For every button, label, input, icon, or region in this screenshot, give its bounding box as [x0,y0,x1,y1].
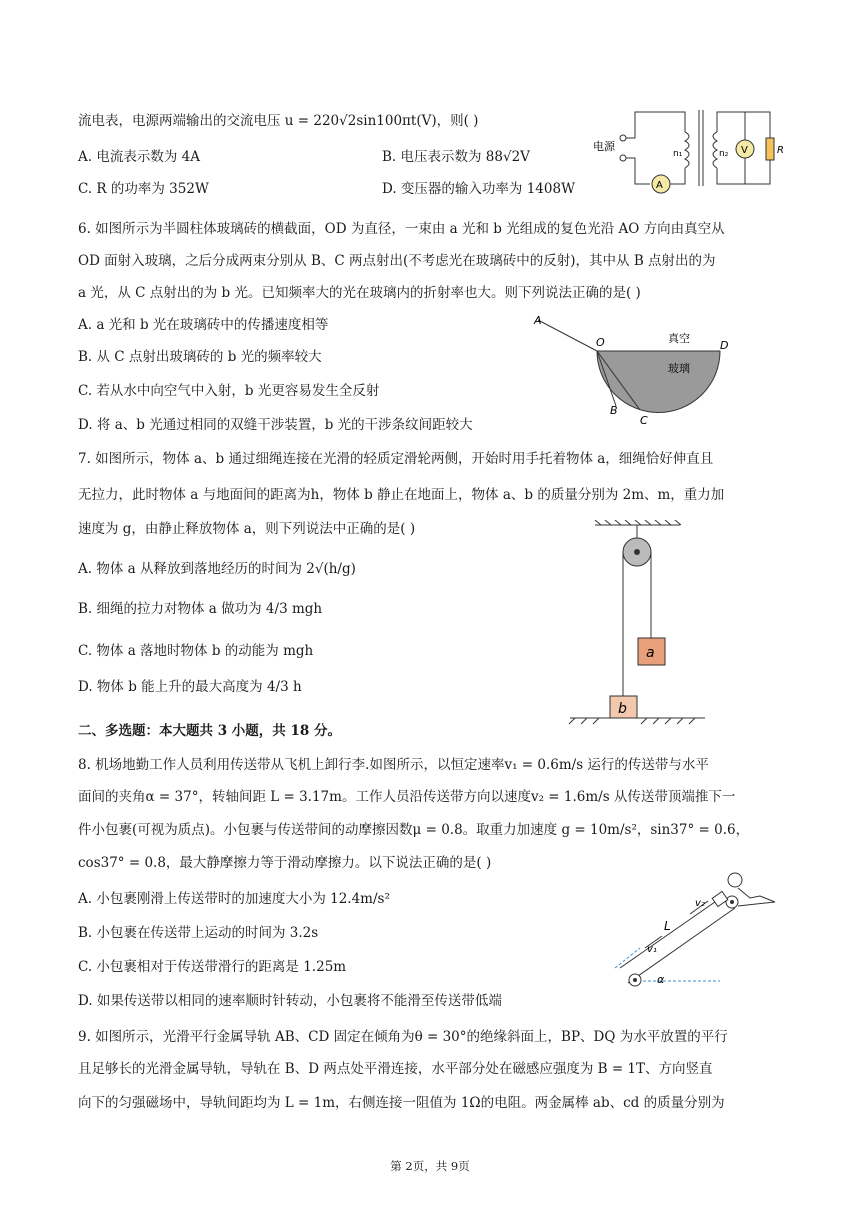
q8-stem-line-2: 面间的夹角α = 37°，转轴间距 L = 3.17m。工作人员沿传送带方向以速度v₂ = 1.6m/s 从传送带顶端推下一 [78,789,736,805]
q5-option-a: A. 电流表示数为 4A [78,149,200,165]
n1-label: n₁ [673,149,683,159]
conveyor-figure [610,868,795,993]
q6-stem-line-2: OD 面射入玻璃，之后分成两束分别从 B、C 两点射出(不考虑光在玻璃砖中的反射)，其中从 B 点射出的为 [78,253,716,269]
block-a-label: a [646,645,655,661]
v2-label: v₂ [695,898,705,909]
glass-label: 玻璃 [668,362,690,375]
q5-option-b: B. 电压表示数为 88√2V [382,149,530,165]
q7-stem-line-3: 速度为 g，由静止释放物体 a，则下列说法中正确的是( ) [78,521,416,537]
q6-option-d: D. 将 a、b 光通过相同的双缝干涉装置，b 光的干涉条纹间距较大 [78,417,473,433]
q7-option-c: C. 物体 a 落地时物体 b 的动能为 mgh [78,643,314,659]
q8-option-b: B. 小包裹在传送带上运动的时间为 3.2s [78,925,319,941]
q5-option-d: D. 变压器的输入功率为 1408W [382,181,575,197]
q6-stem-line-3: a 光，从 C 点射出的为 b 光。已知频率大的光在玻璃内的折射率也大。则下列说法正确的是( ) [78,285,641,301]
pulley-figure [565,520,710,725]
q9-stem-line-1: 9. 如图所示，光滑平行金属导轨 AB、CD 固定在倾角为θ = 30°的绝缘斜面上，BP、DQ 为水平放置的平行 [78,1029,728,1045]
q5-stem: 流电表，电源两端输出的交流电压 u = 220√2sin100πt(V)，则( ) [78,113,479,129]
q9-stem-line-2: 且足够长的光滑金属导轨，导轨在 B、D 两点处平滑连接，水平部分处在磁感应强度为 B = 1T、方向竖直 [78,1061,713,1077]
voltmeter-label: V [741,145,748,156]
q5-option-c: C. R 的功率为 352W [78,181,209,197]
q8-stem-line-3: 件小包裹(可视为质点)。小包裹与传送带间的动摩擦因数μ = 0.8。取重力加速度 g = 10m/s²，sin37° = 0.6， [78,822,750,838]
point-b-label: B [610,404,618,417]
vacuum-label: 真空 [668,332,690,345]
q6-stem-line-1: 6. 如图所示为半圆柱体玻璃砖的横截面，OD 为直径，一束由 a 光和 b 光组成的复色光沿 AO 方向由真空从 [78,221,725,237]
v1-label: v₁ [647,944,657,955]
point-o-label: O [596,336,605,349]
section-2-header: 二、多选题：本大题共 3 小题，共 18 分。 [78,723,341,739]
q8-option-c: C. 小包裹相对于传送带滑行的距离是 1.25m [78,959,347,975]
q7-option-a: A. 物体 a 从释放到落地经历的时间为 2√(h/g) [78,561,356,577]
length-l-label: L [664,919,671,933]
alpha-label: α [657,973,665,986]
page-footer: 第 2页，共 9页 [390,1159,470,1173]
ammeter-label: A [656,180,663,191]
point-d-label: D [720,339,729,352]
q7-option-b: B. 细绳的拉力对物体 a 做功为 4/3 mgh [78,601,323,617]
n2-label: n₂ [719,149,729,159]
glass-semicircle-figure [530,310,740,430]
point-c-label: C [640,414,648,427]
q8-option-d: D. 如果传送带以相同的速率顺时针转动，小包裹将不能滑至传送带低端 [78,993,502,1009]
q6-option-b: B. 从 C 点射出玻璃砖的 b 光的频率较大 [78,349,322,365]
resistor-label: R [777,145,784,156]
source-label: 电源 [593,140,615,153]
point-a-label: A [534,314,542,327]
q8-stem-line-4: cos37° = 0.8，最大静摩擦力等于滑动摩擦力。以下说法正确的是( ) [78,855,492,871]
q7-stem-line-1: 7. 如图所示，物体 a、b 通过细绳连接在光滑的轻质定滑轮两侧，开始时用手托着物体 a，细绳恰好伸直且 [78,451,714,467]
q6-option-c: C. 若从水中向空气中入射，b 光更容易发生全反射 [78,383,380,399]
q7-option-d: D. 物体 b 能上升的最大高度为 4/3 h [78,679,302,695]
q6-option-a: A. a 光和 b 光在玻璃砖中的传播速度相等 [78,317,329,333]
q9-stem-line-3: 向下的匀强磁场中，导轨间距均为 L = 1m，右侧连接一阻值为 1Ω的电阻。两金属棒 ab、cd 的质量分别为 [78,1095,725,1111]
q8-option-a: A. 小包裹刚滑上传送带时的加速度大小为 12.4m/s² [78,891,390,907]
transformer-figure [585,100,790,195]
block-b-label: b [618,701,627,717]
q7-stem-line-2: 无拉力，此时物体 a 与地面间的距离为h，物体 b 静止在地面上，物体 a、b 的质量分别为 2m、m，重力加 [78,487,725,503]
q8-stem-line-1: 8. 机场地勤工作人员利用传送带从飞机上卸行李.如图所示，以恒定速率v₁ = 0.6m/s 运行的传送带与水平 [78,757,709,773]
